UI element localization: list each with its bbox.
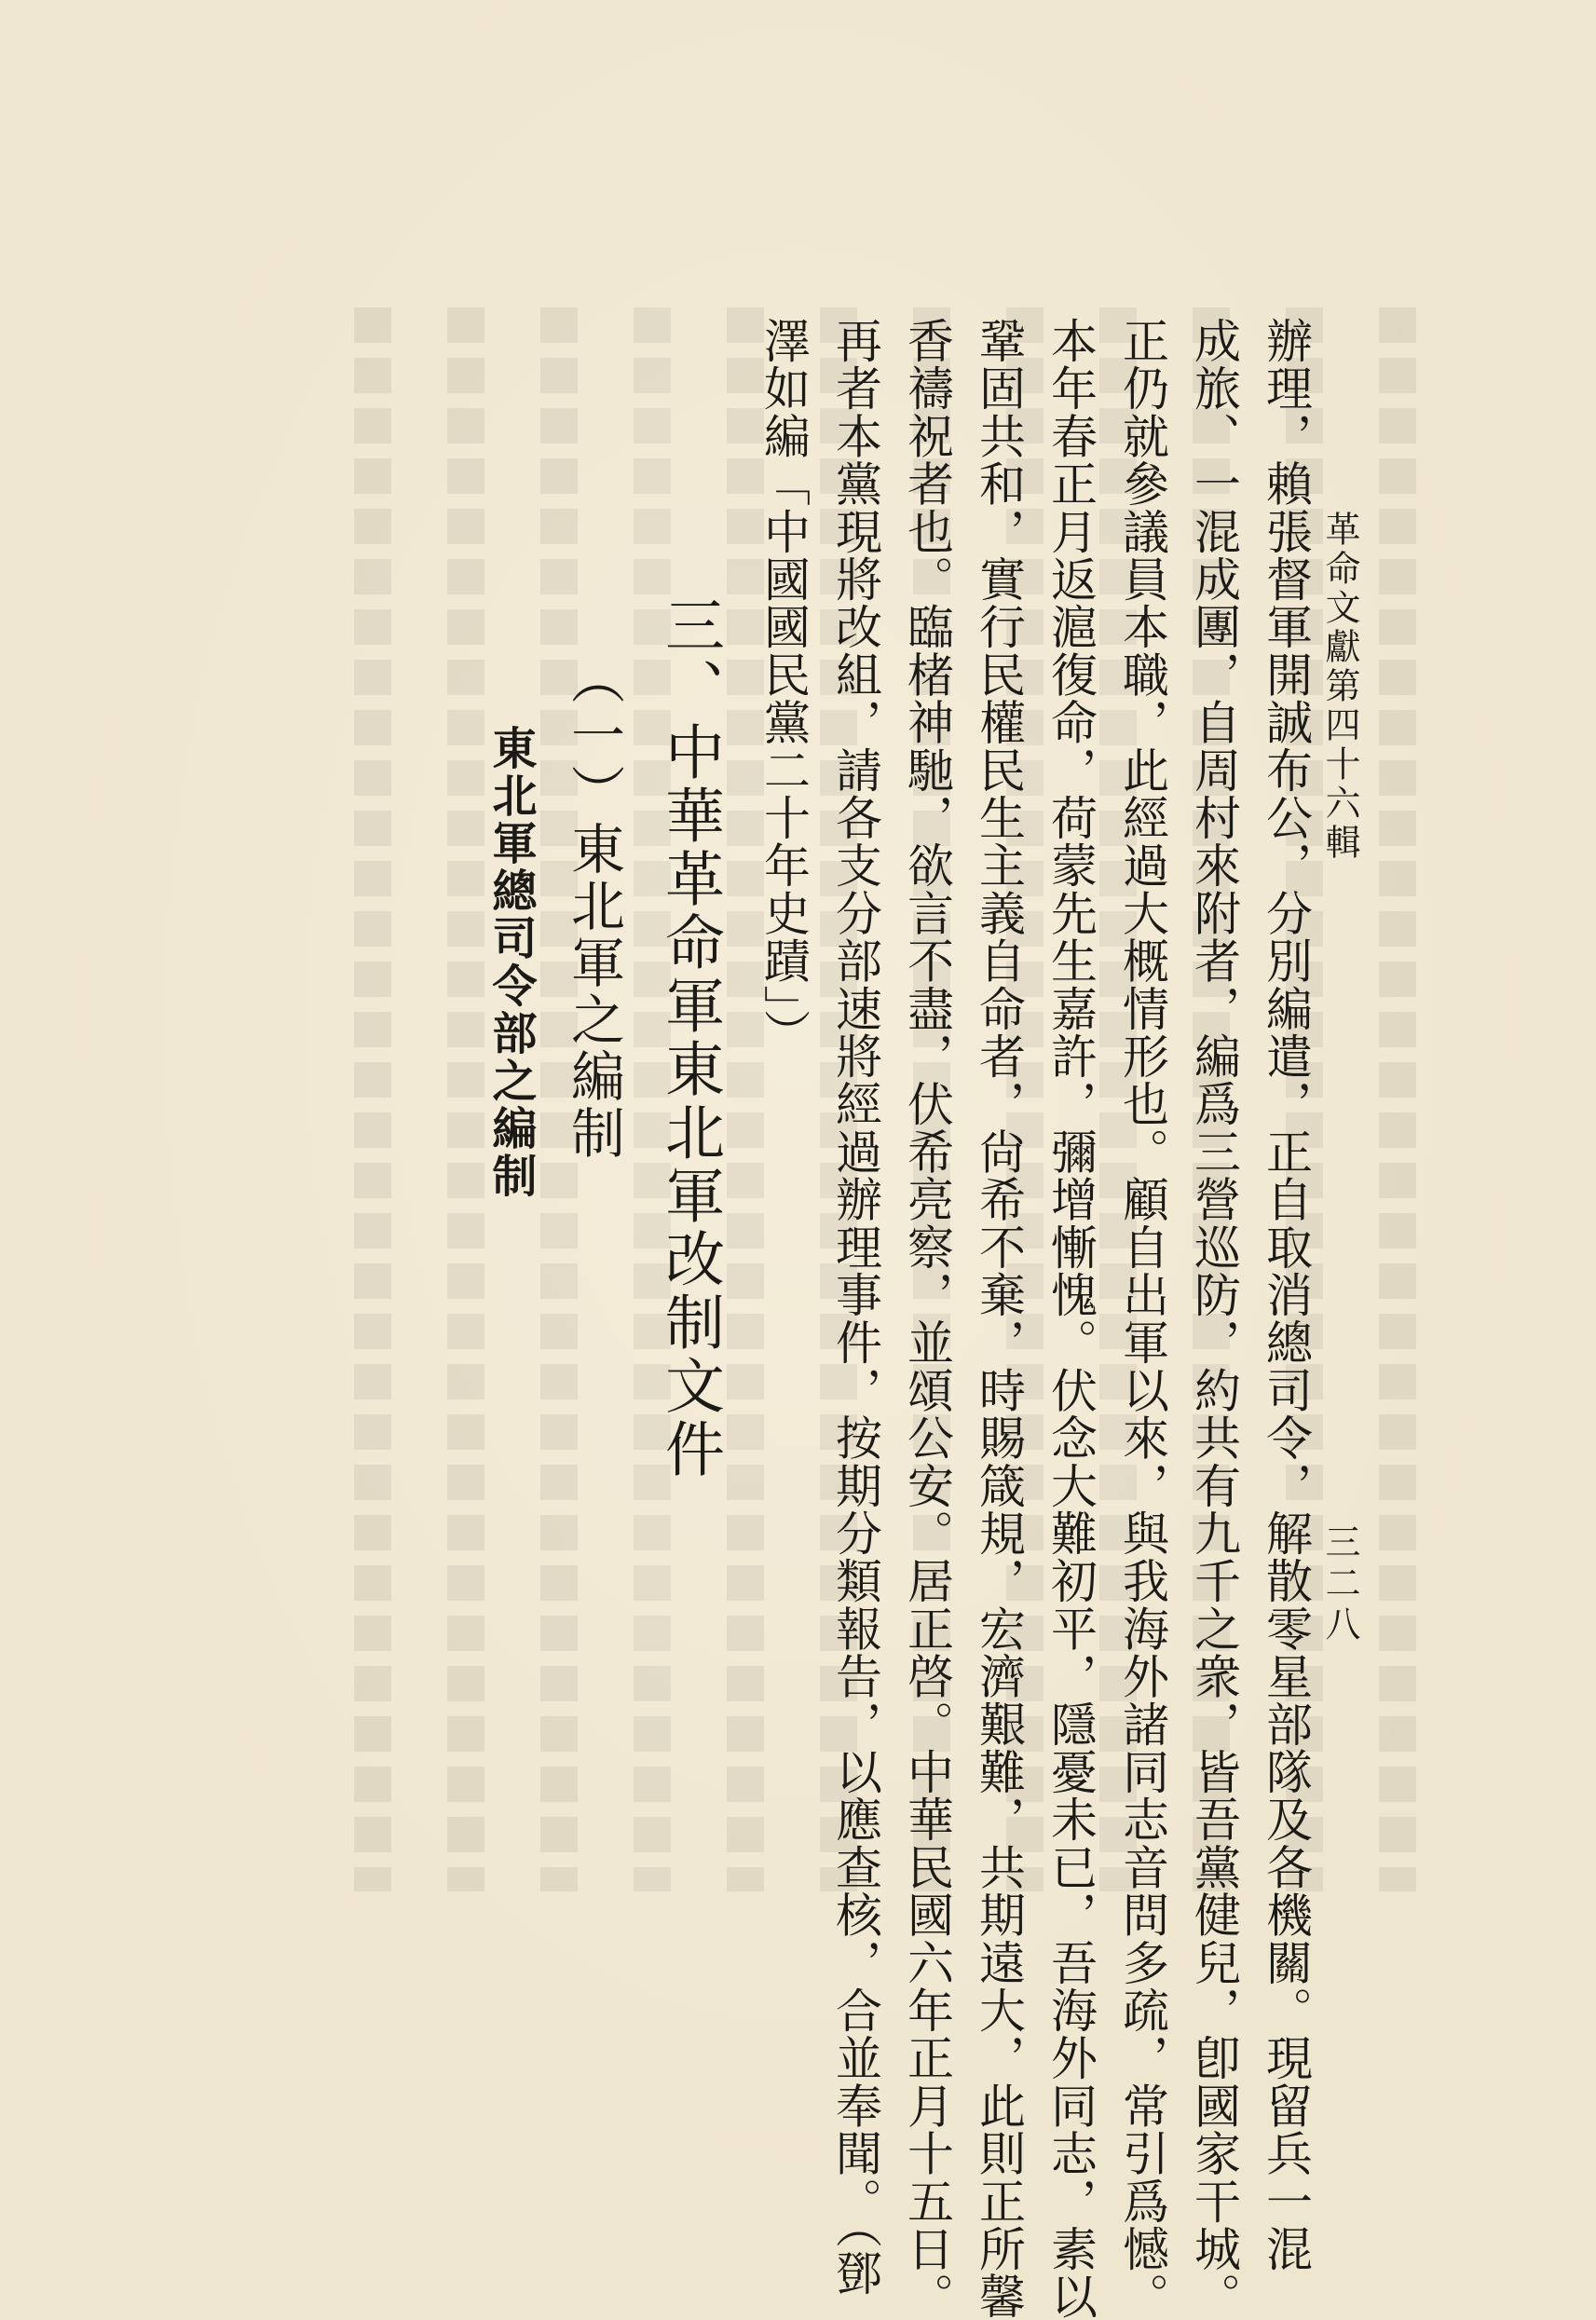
body-line-6: 香禱祝者也。臨楮神馳，欲言不盡，伏希亮察，並頌公安。居正啓。中華民國六年正月十五日。 xyxy=(900,317,954,2320)
body-line-1: 辦理，賴張督軍開誠布公，分別編遣，正自取消總司令，解散零星部隊及各機關。現留兵一混 xyxy=(1259,317,1313,2273)
page-number: 三二八 xyxy=(1319,1523,1360,1646)
subsubsection-heading: 東北軍總司令部之編制 xyxy=(484,725,537,1200)
body-line-2: 成旅、一混成團，自周村來附者，編爲三營巡防，約共有九千之衆，皆吾黨健兒，卽國家干城。 xyxy=(1187,317,1241,2320)
body-line-8: 澤如編「中國國民黨二十年史蹟」） xyxy=(757,317,811,1058)
body-line-3: 正仍就參議員本職，此經過大概情形也。顧自出軍以來，與我海外諸同志音問多疏，常引爲憾。 xyxy=(1115,317,1169,2320)
body-line-4: 本年春正月返滬復命，荷蒙先生嘉許，彌增慚愧。伏念大難初平，隱憂未已，吾海外同志，素以 xyxy=(1044,317,1098,2320)
body-line-7: 再者本黨現將改組，請各支分部速將經過辦理事件，按期分類報告，以應查核，合並奉聞。（鄧 xyxy=(828,317,882,2298)
body-line-5: 鞏固共和，實行民權民生主義自命者，尙希不棄，時賜箴規，宏濟艱難，共期遠大，此則正所馨 xyxy=(972,317,1026,2320)
section-heading: 三、中華革命軍東北軍改制文件 xyxy=(655,594,724,1481)
subsection-heading: （一）東北軍之編制 xyxy=(562,650,625,1162)
running-head: 革命文獻第四十六輯 xyxy=(1319,511,1360,863)
